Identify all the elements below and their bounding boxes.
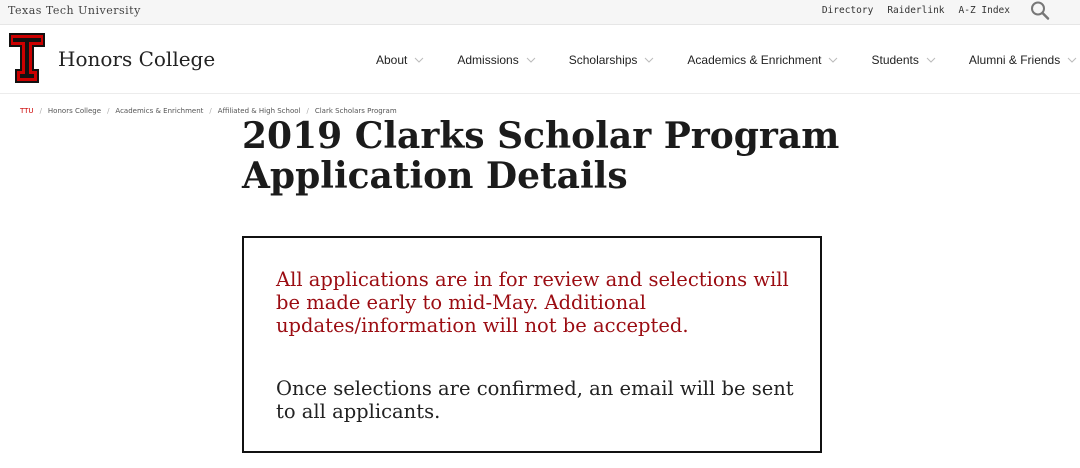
nav-about[interactable] xyxy=(376,53,424,67)
breadcrumb-honors-college[interactable]: Honors College xyxy=(47,107,102,115)
chevron-down-icon xyxy=(828,57,838,63)
page-title: 2019 Clarks Scholar Program Application Details xyxy=(242,115,840,197)
college-name[interactable]: Honors College xyxy=(58,47,216,71)
breadcrumb-academics-enrichment[interactable]: Academics & Enrichment xyxy=(115,107,204,115)
nav-students[interactable] xyxy=(871,53,935,67)
chevron-down-icon xyxy=(644,57,654,63)
breadcrumb-ttu[interactable]: TTU xyxy=(20,107,34,115)
nav-label: Students xyxy=(871,53,919,67)
nav-label: Alumni & Friends xyxy=(968,53,1061,67)
notice-info-text: Once selections are confirmed, an email will be sent to all applicants. xyxy=(276,377,794,423)
site-header xyxy=(0,25,1080,94)
nav-alumni-friends[interactable] xyxy=(969,53,1077,67)
search-icon[interactable] xyxy=(1030,0,1050,22)
notice-alert-text: All applications are in for review and selections will be made early to mid-May. Additional updates/information will not be accepted. xyxy=(276,268,789,337)
raiderlink-link[interactable]: Raiderlink xyxy=(887,5,945,16)
nav-label: Admissions xyxy=(457,53,519,67)
breadcrumb-clark-scholars[interactable]: Clark Scholars Program xyxy=(314,107,397,115)
nav-admissions[interactable] xyxy=(457,53,535,67)
chevron-down-icon xyxy=(414,57,424,63)
chevron-down-icon xyxy=(526,57,536,63)
double-t-logo[interactable] xyxy=(9,33,45,83)
chevron-down-icon xyxy=(926,57,936,63)
breadcrumb-separator: / xyxy=(39,107,42,115)
breadcrumb xyxy=(20,107,397,115)
chevron-down-icon xyxy=(1067,57,1077,63)
utility-links xyxy=(822,5,1010,16)
main-nav xyxy=(376,53,1077,67)
breadcrumb-separator: / xyxy=(107,107,110,115)
nav-scholarships[interactable] xyxy=(569,53,655,67)
breadcrumb-affiliated-high-school[interactable]: Affiliated & High School xyxy=(217,107,301,115)
nav-academics-enrichment[interactable] xyxy=(687,53,838,67)
nav-label: Academics & Enrichment xyxy=(687,53,822,67)
breadcrumb-separator: / xyxy=(306,107,309,115)
directory-link[interactable]: Directory xyxy=(821,5,874,16)
nav-label: About xyxy=(376,53,408,67)
notice-box xyxy=(242,236,822,453)
breadcrumb-separator: / xyxy=(209,107,212,115)
university-name[interactable]: Texas Tech University xyxy=(8,4,141,17)
az-index-link[interactable]: A-Z Index xyxy=(958,5,1010,16)
nav-label: Scholarships xyxy=(568,53,638,67)
utility-bar xyxy=(0,0,1080,25)
